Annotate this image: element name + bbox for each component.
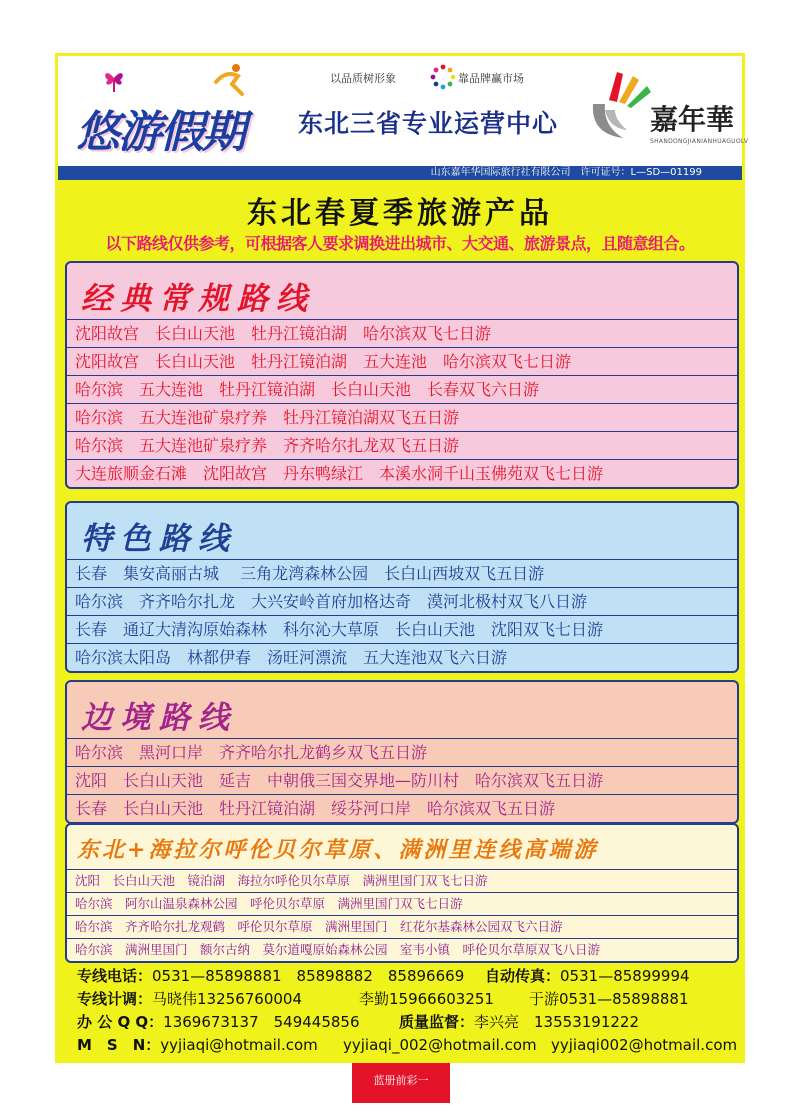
brand-name: 嘉年華 [650,103,735,136]
route-row: 哈尔滨 黑河口岸 齐齐哈尔扎龙鹤乡双飞五日游 [67,738,737,766]
page-tab [352,1063,450,1103]
route-row: 哈尔滨 五大连池矿泉疗养 齐齐哈尔扎龙双飞五日游 [67,431,737,459]
contact-info [77,965,737,1057]
qq-value: 1369673137 549445856 [163,1013,360,1031]
slogan-right: 靠品牌赢市场 [458,72,524,85]
route-row: 哈尔滨太阳岛 林都伊春 汤旺河漂流 五大连池双飞六日游 [67,643,737,671]
section-title: 经典常规路线 [81,281,315,317]
fax-label: 自动传真： [485,967,561,985]
brand-pinyin: SHANDONGJIANIANHUAGUOLV [650,138,749,145]
hotline-label: 专线电话： [77,967,153,985]
route-row: 沈阳 长白山天池 延吉 中朝俄三国交界地—防川村 哈尔滨双飞五日游 [67,766,737,794]
route-row: 哈尔滨 齐齐哈尔扎龙观鹤 呼伦贝尔草原 满洲里国门 红花尔基森林公园双飞六日游 [67,915,737,938]
hotline-line [77,965,737,988]
classic-routes-section [65,261,739,489]
qq-label: 办 公 Q Q： [77,1013,164,1031]
header-banner [58,56,749,168]
route-row: 长春 通辽大清沟原始森林 科尔沁大草原 长白山天池 沈阳双飞七日游 [67,615,737,643]
planner-2: 李勤15966603251 [359,990,494,1008]
msn-label: M S N： [77,1036,161,1054]
msn-3: yyjiaqi002@hotmail.com [551,1036,738,1054]
page-tab-label: 蓝册前彩一 [373,1074,429,1087]
border-routes-section [65,680,739,824]
premium-routes-section [65,823,739,963]
route-row: 沈阳故宫 长白山天池 牡丹江镜泊湖 五大连池 哈尔滨双飞七日游 [67,347,737,375]
quality-label: 质量监督： [399,1013,475,1031]
section-header [67,825,737,869]
page-title: 东北春夏季旅游产品 [247,196,553,231]
route-row: 长春 长白山天池 牡丹江镜泊湖 绥芬河口岸 哈尔滨双飞五日游 [67,794,737,822]
quality-group [399,1011,639,1034]
hotline-value: 0531—85898881 85898882 85896669 [152,967,465,985]
section-title: 东北+海拉尔呼伦贝尔草原、满洲里连线高端游 [77,837,599,863]
featured-routes-section [65,501,739,673]
route-row: 长春 集安高丽古城 三角龙湾森林公园 长白山西坡双飞五日游 [67,559,737,587]
fax-value: 0531—85899994 [560,967,690,985]
runner-icon [208,62,248,98]
route-row: 大连旅顺金石滩 沈阳故宫 丹东鸭绿江 本溪水洞千山玉佛苑双飞七日游 [67,459,737,487]
page-subtitle: 以下路线仅供参考，可根据客人要求调换进出城市、大交通、旅游景点，且随意组合。 [105,234,695,253]
logo-text: 悠游假期 [76,107,244,158]
slogan-left: 以品质树形象 [330,72,396,85]
planner-1: 马晓伟13256760004 [152,990,302,1008]
route-row: 哈尔滨 五大连池矿泉疗养 牡丹江镜泊湖双飞五日游 [67,403,737,431]
qq-line [77,1011,737,1034]
planner-label: 专线计调： [77,990,153,1008]
msn-line [77,1034,737,1057]
operations-center-title: 东北三省专业运营中心 [298,109,559,138]
section-header [67,503,737,559]
section-header [67,263,737,319]
planner-3: 于游0531—85898881 [529,990,689,1008]
msn-2: yyjiaqi_002@hotmail.com [343,1036,537,1054]
brochure-page [55,53,749,1063]
planner-line [77,988,737,1011]
section-header [67,682,737,738]
ring-dots-icon [430,64,456,90]
msn-1: yyjiaqi@hotmail.com [160,1036,318,1054]
license-bar [58,166,742,180]
quality-value: 李兴亮 13553191222 [474,1013,639,1031]
route-row: 沈阳故宫 长白山天池 牡丹江镜泊湖 哈尔滨双飞七日游 [67,319,737,347]
route-row: 哈尔滨 五大连池 牡丹江镜泊湖 长白山天池 长春双飞六日游 [67,375,737,403]
section-title: 特色路线 [81,521,237,557]
route-row: 哈尔滨 阿尔山温泉森林公园 呼伦贝尔草原 满洲里国门双飞七日游 [67,892,737,915]
route-row: 哈尔滨 满洲里国门 额尔古纳 莫尔道嘎原始森林公园 室韦小镇 呼伦贝尔草原双飞八日游 [67,938,737,961]
fax-group [485,965,690,988]
route-row: 哈尔滨 齐齐哈尔扎龙 大兴安岭首府加格达奇 漠河北极村双飞八日游 [67,587,737,615]
license-text: 山东嘉年华国际旅行社有限公司 许可证号：L—SD—01199 [430,167,702,178]
route-row: 沈阳 长白山天池 镜泊湖 海拉尔呼伦贝尔草原 满洲里国门双飞七日游 [67,869,737,892]
butterfly-icon [100,66,128,94]
section-title: 边境路线 [81,700,237,736]
